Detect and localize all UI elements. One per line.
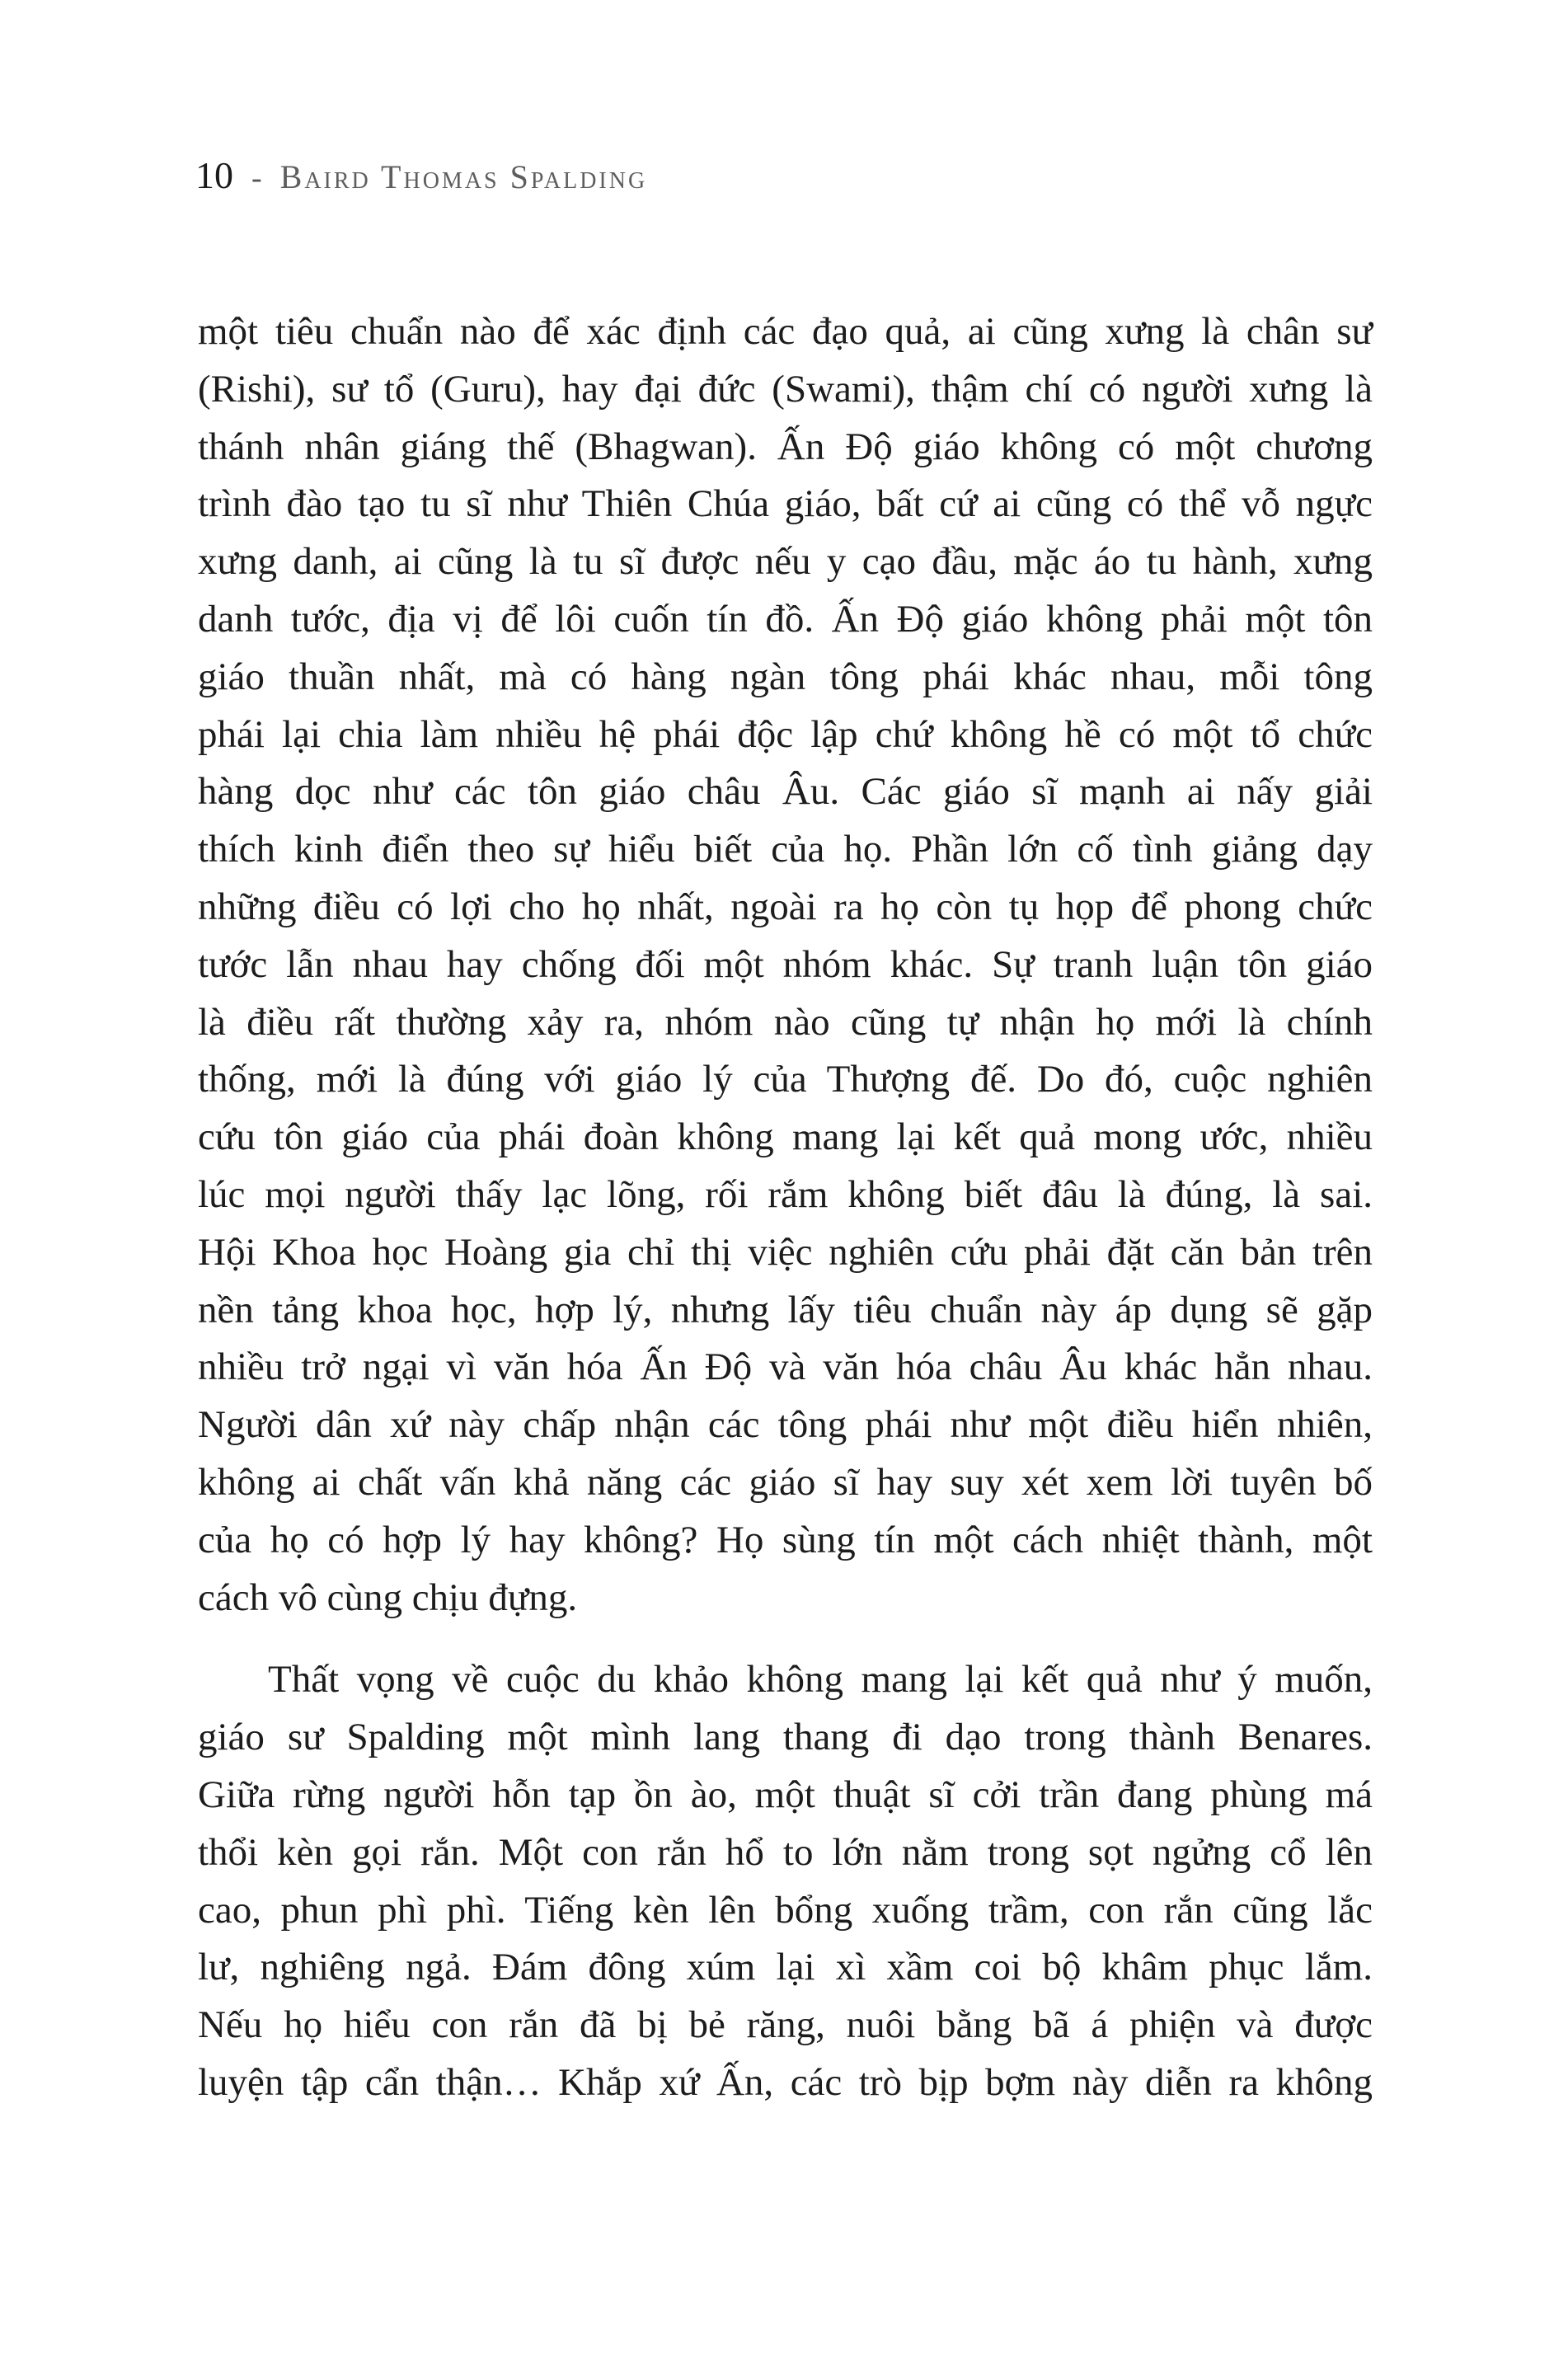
text-line: nền tảng khoa học, hợp lý, nhưng lấy tiêu chuẩn này áp dụng sẽ gặp: [198, 1288, 1373, 1331]
text-line: nhiều trở ngại vì văn hóa Ấn Độ và văn hóa châu Âu khác hẳn nhau.: [198, 1345, 1373, 1389]
text-line: trình đào tạo tu sĩ như Thiên Chúa giáo, bất cứ ai cũng có thể vỗ ngực: [198, 482, 1373, 526]
running-title-author: Baird Thomas Spalding: [279, 158, 648, 195]
text-line: không ai chất vấn khả năng các giáo sĩ hay suy xét xem lời tuyên bố: [198, 1460, 1373, 1504]
text-line: danh tước, địa vị để lôi cuốn tín đồ. Ấn Độ giáo không phải một tôn: [198, 597, 1373, 641]
text-line: Giữa rừng người hỗn tạp ồn ào, một thuật sĩ cởi trần đang phùng má: [198, 1772, 1373, 1816]
text-line: thổi kèn gọi rắn. Một con rắn hổ to lớn nằm trong sọt ngửng cổ lên: [198, 1830, 1373, 1874]
text-line: thống, mới là đúng với giáo lý của Thượng đế. Do đó, cuộc nghiên: [198, 1058, 1373, 1101]
text-line: cứu tôn giáo của phái đoàn không mang lại kết quả mong ước, nhiều: [198, 1115, 1373, 1159]
text-line: cao, phun phì phì. Tiếng kèn lên bổng xuống trầm, con rắn cũng lắc: [198, 1888, 1373, 1932]
text-line: những điều có lợi cho họ nhất, ngoài ra họ còn tụ họp để phong chức: [198, 885, 1373, 928]
body-text: [198, 303, 1373, 2112]
header-separator: -: [251, 161, 262, 195]
page-number: 10: [195, 154, 233, 196]
text-line: luyện tập cẩn thận… Khắp xứ Ấn, các trò bịp bợm này diễn ra không: [198, 2060, 1373, 2104]
text-line: lư, nghiêng ngả. Đám đông xúm lại xì xầm coi bộ khâm phục lắm.: [198, 1946, 1373, 1989]
text-line: một tiêu chuẩn nào để xác định các đạo quả, ai cũng xưng là chân sư: [198, 310, 1373, 353]
text-line: tước lẫn nhau hay chống đối một nhóm khác. Sự tranh luận tôn giáo: [198, 942, 1373, 986]
text-line: của họ có hợp lý hay không? Họ sùng tín một cách nhiệt thành, một: [198, 1518, 1373, 1561]
text-line: là điều rất thường xảy ra, nhóm nào cũng tự nhận họ mới là chính: [198, 1000, 1373, 1044]
running-header: [195, 153, 647, 197]
text-line: thánh nhân giáng thế (Bhagwan). Ấn Độ giáo không có một chương: [198, 425, 1373, 468]
text-line: lúc mọi người thấy lạc lõng, rối rắm không biết đâu là đúng, là sai.: [198, 1172, 1373, 1216]
paragraph-1: [198, 303, 1373, 1627]
text-line: Thất vọng về cuộc du khảo không mang lại kết quả như ý muốn,: [268, 1658, 1373, 1702]
text-line: hàng dọc như các tôn giáo châu Âu. Các giáo sĩ mạnh ai nấy giải: [198, 770, 1373, 814]
text-line: Hội Khoa học Hoàng gia chỉ thị việc nghiên cứu phải đặt căn bản trên: [198, 1230, 1373, 1274]
text-line: giáo sư Spalding một mình lang thang đi dạo trong thành Benares.: [198, 1716, 1373, 1759]
text-line: Nếu họ hiểu con rắn đã bị bẻ răng, nuôi bằng bã á phiện và được: [198, 2003, 1373, 2047]
text-line: (Rishi), sư tổ (Guru), hay đại đức (Swami), thậm chí có người xưng là: [198, 367, 1373, 411]
paragraph-2: [198, 1651, 1373, 2111]
text-line: giáo thuần nhất, mà có hàng ngàn tông phái khác nhau, mỗi tông: [198, 655, 1373, 698]
text-line: thích kinh điển theo sự hiểu biết của họ. Phần lớn cố tình giảng dạy: [198, 828, 1373, 871]
paragraph-gap: [198, 1627, 1373, 1651]
text-line: phái lại chia làm nhiều hệ phái độc lập chứ không hề có một tổ chức: [198, 712, 1373, 756]
text-line: cách vô cùng chịu đựng.: [198, 1575, 578, 1619]
text-line: xưng danh, ai cũng là tu sĩ được nếu y cạo đầu, mặc áo tu hành, xưng: [198, 540, 1373, 584]
text-line: Người dân xứ này chấp nhận các tông phái như một điều hiển nhiên,: [198, 1403, 1373, 1447]
